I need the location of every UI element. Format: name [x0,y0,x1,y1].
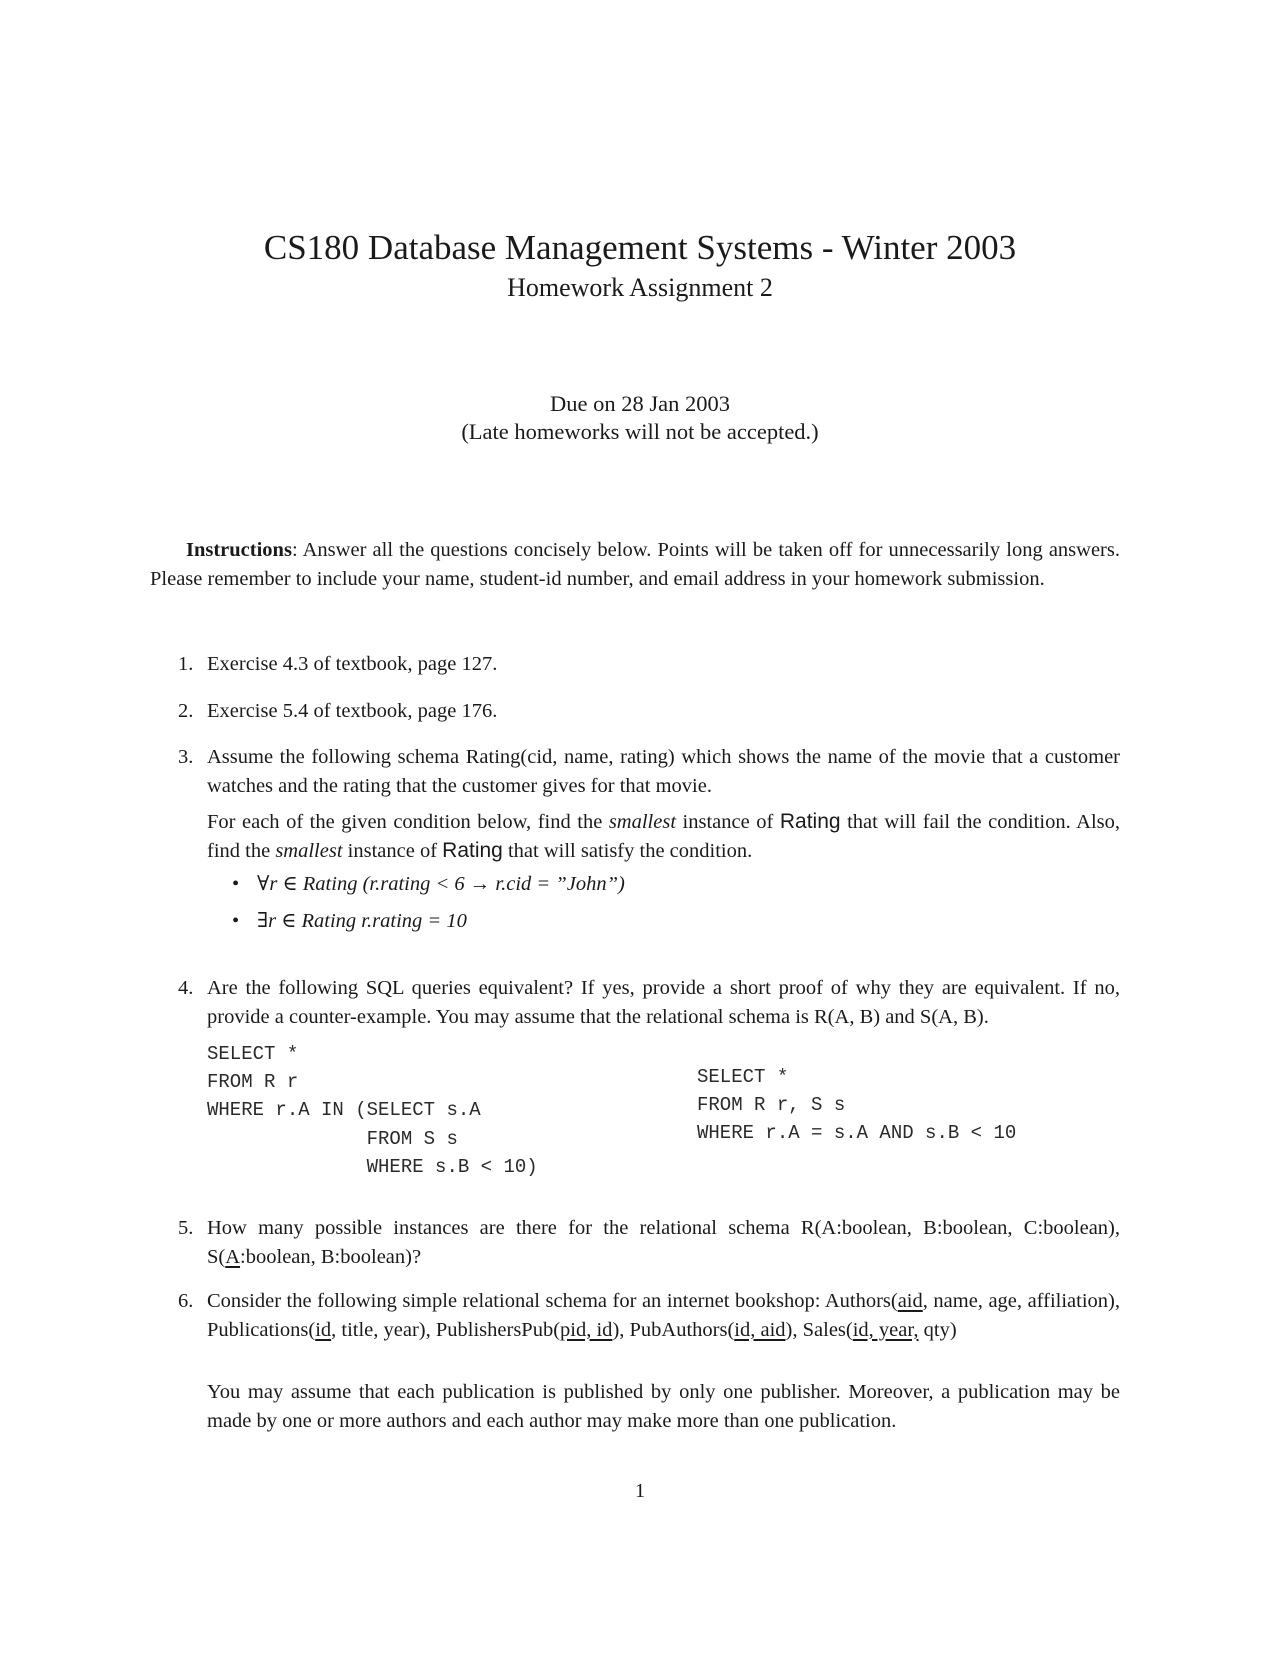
question-2 [150,697,1120,726]
question-1 [150,650,1120,679]
question-text: Exercise 5.4 of textbook, page 176. [207,700,498,722]
relation-name-rating: Rating [442,838,503,862]
condition-forall: ∀r ∈ Rating (r.rating < 6 → r.cid = ”John”) [257,873,625,895]
instructions-label: Instructions [186,539,292,561]
text-fragment: :boolean, B:boolean)? [240,1245,422,1268]
text-fragment: For each of the given condition below, find the [207,811,609,833]
text-fragment: qty) [918,1318,957,1341]
relation-name-rating: Rating [779,810,841,833]
text-fragment: ), Sales( [785,1318,853,1341]
question-text: Exercise 4.3 of textbook, page 127. [207,653,498,675]
list-item [232,903,1032,940]
key-attribute: id [315,1318,332,1341]
question-6 [150,1287,1120,1344]
text-fragment: instance of [342,839,443,862]
question-3-instructions [207,808,1120,865]
text-fragment: How many possible instances are there for the relational schema R(A:boolean, B:boolean, C:boolean), S( [207,1217,1120,1268]
emphasis-smallest: smallest [275,839,343,862]
text-fragment: that will fail the condition. Also, find the [207,811,1120,862]
text-fragment: , name, age, affiliation), Publications( [207,1290,1120,1341]
bullet-icon: • [232,873,240,895]
key-attribute: id, aid [734,1318,786,1341]
question-number: 4. [178,977,194,999]
page-subtitle: Homework Assignment 2 [507,273,773,302]
text-fragment: Consider the following simple relational schema for an internet bookshop: Authors( [207,1290,898,1312]
text-fragment: ), PubAuthors( [612,1318,735,1341]
question-text: Are the following SQL queries equivalent? If yes, provide a short proof of why they are equivalent. If no, provide a counter-example. You may assume that the relational schema is R(A, B) and S(A, B). [207,977,1120,1028]
question-6-assumptions: You may assume that each publication is published by only one publisher. Moreover, a publication may be made by one or more authors and each author may make more than one publication. [207,1381,1120,1432]
key-attribute: id, year, [852,1318,919,1341]
instructions-text: : Answer all the questions concisely below. Points will be taken off for unnecessarily long answers. Please remember to include your name, student-id number, and email address in your homework submission. [150,539,1120,590]
text-fragment: instance of [676,811,780,833]
question-number: 1. [178,653,194,675]
question-number: 5. [178,1217,194,1239]
due-date: Due on 28 Jan 2003 [550,391,730,416]
key-attribute: aid [897,1290,923,1312]
condition-exists: ∃r ∈ Rating r.rating = 10 [257,910,467,932]
bullet-icon: • [232,910,240,932]
question-4 [150,974,1120,1031]
emphasis-smallest: smallest [608,811,677,833]
question-3 [150,743,1120,800]
late-policy: (Late homeworks will not be accepted.) [461,419,819,444]
question-text: Assume the following schema Rating(cid, name, rating) which shows the name of the movie that a customer watches and the rating that the customer gives for that movie. [207,746,1120,797]
sql-query-right: SELECT * FROM R r, S s WHERE r.A = s.A AND s.B < 10 [697,1066,1017,1145]
sql-query-left: SELECT * FROM R r WHERE r.A IN (SELECT s.A FROM S s WHERE s.B < 10) [207,1043,538,1178]
question-text [207,1287,1120,1344]
text-fragment: , title, year), PublishersPub( [331,1318,561,1341]
key-attribute: pid, id [560,1318,613,1341]
page-title: CS180 Database Management Systems - Winter 2003 [263,228,1017,267]
question-number: 3. [178,746,194,768]
text-fragment: that will satisfy the condition. [502,839,753,862]
condition-list [232,866,1032,940]
page-number: 1 [634,1480,646,1502]
question-text [207,1214,1120,1271]
question-5 [150,1214,1120,1271]
instructions-paragraph [150,536,1120,593]
question-number: 2. [178,700,194,722]
question-number: 6. [178,1290,194,1312]
list-item [232,866,1032,903]
key-attribute: A [225,1245,241,1268]
